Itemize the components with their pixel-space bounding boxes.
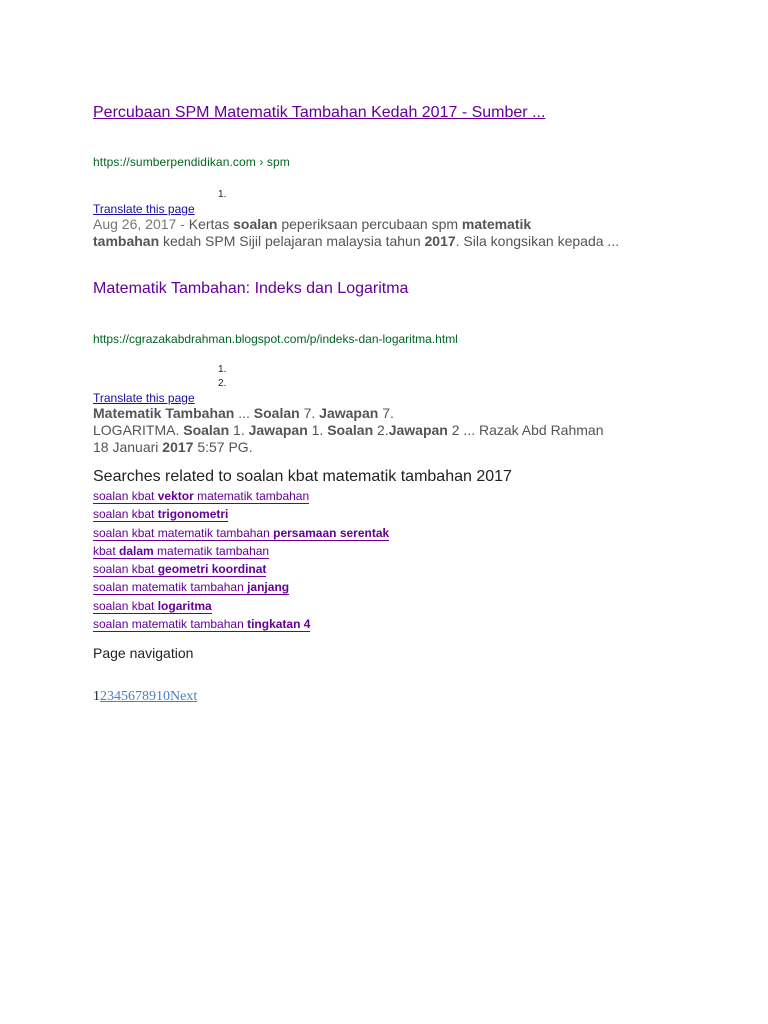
related-search-item[interactable]: [93, 617, 389, 635]
related-text: matematik tambahan: [153, 543, 270, 558]
snippet-bold: Jawapan: [319, 405, 379, 421]
page-link-6[interactable]: 6: [128, 689, 135, 704]
pager: [93, 689, 197, 705]
result-2-snippet-line-3: [93, 439, 603, 456]
snippet-bold: soalan: [233, 216, 278, 232]
snippet-text: 7.: [299, 405, 320, 421]
result-2-translate-link[interactable]: Translate this page: [93, 391, 195, 405]
result-1-snippet-line-2: [93, 233, 619, 250]
related-text: kbat: [93, 543, 120, 558]
related-text: soalan kbat: [93, 489, 158, 503]
result-2-list-number-2: 2.: [218, 378, 227, 389]
snippet-text: 1.: [229, 422, 249, 438]
related-search-link[interactable]: [93, 544, 269, 559]
snippet-bold: Soalan: [253, 405, 300, 421]
result-2-snippet-line-1: [93, 405, 603, 422]
related-search-item[interactable]: [93, 489, 389, 507]
related-text: soalan matematik tambahan: [93, 617, 248, 632]
snippet-bold: Jawapan: [388, 422, 448, 438]
snippet-text: 2 ... Razak Abd Rahman: [447, 422, 604, 438]
result-1-date: Aug 26, 2017 -: [93, 216, 189, 232]
related-bold: trigonometri: [157, 507, 229, 522]
snippet-bold: 2017: [424, 233, 456, 249]
related-bold: persamaan serentak: [273, 525, 390, 540]
result-1-snippet-line-1: [93, 216, 619, 233]
related-bold: janjang: [247, 580, 290, 595]
related-search-item[interactable]: [93, 507, 389, 525]
page-link-2[interactable]: 2: [100, 689, 107, 704]
related-text: soalan kbat matematik tambahan: [93, 525, 274, 540]
related-search-link[interactable]: [93, 526, 389, 541]
snippet-text: LOGARITMA.: [93, 422, 184, 438]
result-2-snippet-line-2: [93, 422, 603, 439]
related-search-link[interactable]: [93, 507, 228, 522]
result-2-snippet: [93, 405, 603, 456]
snippet-bold: Matematik Tambahan: [93, 405, 235, 421]
related-search-link[interactable]: [93, 599, 212, 614]
result-2-list-number-1: 1.: [218, 364, 227, 375]
result-2-url: https://cgrazakabdrahman.blogspot.com/p/indeks-dan-logaritma.html: [93, 332, 458, 346]
related-text: soalan kbat: [93, 562, 158, 577]
page-link-7[interactable]: 7: [135, 689, 142, 704]
related-bold: logaritma: [157, 598, 212, 613]
related-search-link[interactable]: [93, 617, 310, 632]
related-bold: tingkatan 4: [247, 617, 311, 632]
snippet-text: 2.: [373, 422, 389, 438]
snippet-text: ...: [234, 405, 254, 421]
result-1-snippet: [93, 216, 619, 250]
snippet-bold: Soalan: [327, 422, 374, 438]
current-page: 1: [93, 689, 100, 704]
related-search-link[interactable]: [93, 489, 309, 504]
related-text: matematik tambahan: [193, 489, 310, 503]
related-text: soalan matematik tambahan: [93, 580, 248, 595]
result-1-title-link[interactable]: Percubaan SPM Matematik Tambahan Kedah 2017 - Sumber ...: [93, 104, 546, 121]
related-text: soalan kbat: [93, 598, 158, 613]
page-navigation-label: Page navigation: [93, 645, 194, 661]
page-link-8[interactable]: 8: [142, 689, 149, 704]
related-search-item[interactable]: [93, 544, 389, 562]
related-searches-heading: Searches related to soalan kbat matematik tambahan 2017: [93, 468, 512, 485]
result-1-list-number: 1.: [218, 189, 227, 200]
related-search-item[interactable]: [93, 599, 389, 617]
snippet-bold: tambahan: [93, 233, 160, 249]
related-bold: geometri koordinat: [157, 562, 267, 577]
related-search-link[interactable]: [93, 562, 266, 577]
related-text: soalan kbat: [93, 507, 158, 522]
related-searches-list: [93, 489, 389, 635]
related-search-link[interactable]: [93, 580, 289, 595]
related-bold: vektor: [157, 489, 194, 503]
snippet-text: kedah SPM Sijil pelajaran malaysia tahun: [159, 233, 425, 249]
page-link-9[interactable]: 9: [149, 689, 156, 704]
snippet-text: 7.: [378, 405, 394, 421]
snippet-bold: matematik: [461, 216, 532, 232]
snippet-text: peperiksaan percubaan spm: [277, 216, 462, 232]
page-link-10[interactable]: 10: [156, 689, 170, 704]
related-bold: dalam: [119, 543, 154, 558]
snippet-bold: Jawapan: [248, 422, 308, 438]
result-1-translate-link[interactable]: Translate this page: [93, 202, 195, 216]
snippet-text: 5:57 PG.: [193, 439, 253, 455]
related-search-item[interactable]: [93, 580, 389, 598]
snippet-bold: 2017: [162, 439, 194, 455]
result-2-title-link[interactable]: Matematik Tambahan: Indeks dan Logaritma: [93, 280, 409, 297]
snippet-text: Kertas: [188, 216, 234, 232]
snippet-text: 1.: [307, 422, 328, 438]
page-link-4[interactable]: 4: [114, 689, 121, 704]
snippet-bold: Soalan: [183, 422, 230, 438]
page-link-5[interactable]: 5: [121, 689, 128, 704]
result-1-url: https://sumberpendidikan.com › spm: [93, 155, 290, 169]
next-page-link[interactable]: Next: [170, 689, 198, 704]
snippet-text: 18 Januari: [93, 439, 163, 455]
related-search-item[interactable]: [93, 526, 389, 544]
snippet-text: . Sila kongsikan kepada ...: [455, 233, 620, 249]
related-search-item[interactable]: [93, 562, 389, 580]
page-link-3[interactable]: 3: [107, 689, 114, 704]
